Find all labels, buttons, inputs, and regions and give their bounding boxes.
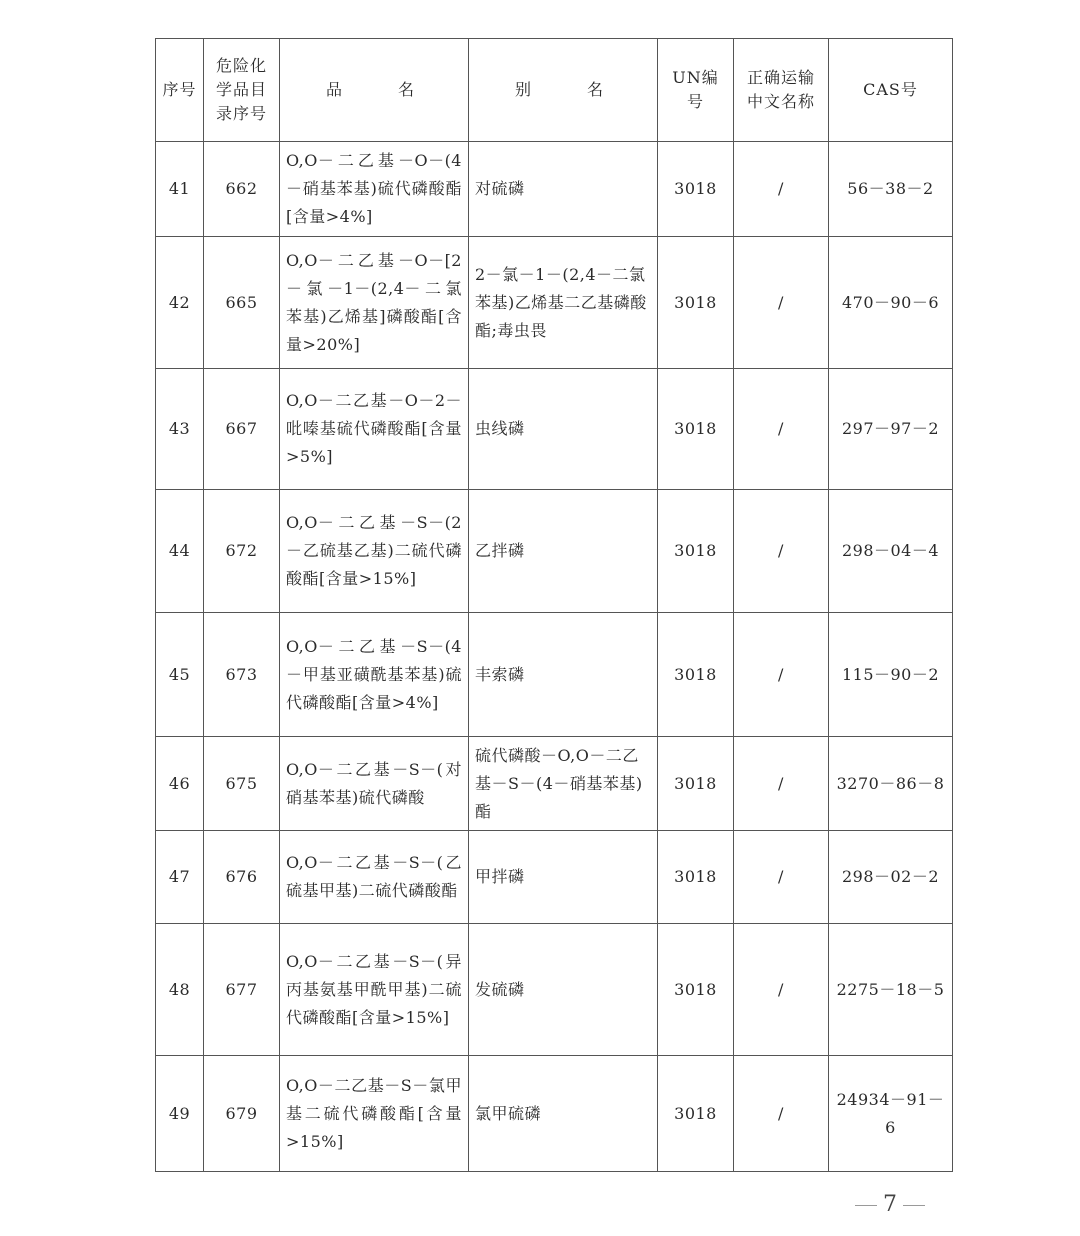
cell-alias: 虫线磷 (469, 369, 658, 490)
cell-alias: 2－氯－1－(2,4－二氯苯基)乙烯基二乙基磷酸酯;毒虫畏 (469, 237, 658, 369)
cell-catalog-no: 675 (204, 737, 280, 831)
cell-un: 3018 (658, 142, 734, 237)
cell-name: O,O－二乙基－O－(4－硝基苯基)硫代磷酸酯[含量>4%] (280, 142, 469, 237)
cell-un: 3018 (658, 737, 734, 831)
cell-name: O,O－二乙基－S－(乙硫基甲基)二硫代磷酸酯 (280, 831, 469, 924)
cell-catalog-no: 662 (204, 142, 280, 237)
table-row (156, 924, 953, 1056)
cell-shipping-name: / (734, 1056, 829, 1172)
cell-cas: 297－97－2 (829, 369, 953, 490)
cell-seq: 44 (156, 490, 204, 613)
header-catalog-no: 危险化学品目录序号 (204, 39, 280, 142)
cell-alias: 硫代磷酸－O,O－二乙基－S－(4－硝基苯基)酯 (469, 737, 658, 831)
cell-cas: 24934－91－6 (829, 1056, 953, 1172)
cell-un: 3018 (658, 1056, 734, 1172)
cell-name: O,O－二乙基－S－(对硝基苯基)硫代磷酸 (280, 737, 469, 831)
cell-seq: 49 (156, 1056, 204, 1172)
cell-catalog-no: 677 (204, 924, 280, 1056)
table-row (156, 490, 953, 613)
cell-catalog-no: 672 (204, 490, 280, 613)
header-un: UN编号 (658, 39, 734, 142)
dash-right (903, 1205, 925, 1206)
cell-shipping-name: / (734, 237, 829, 369)
cell-shipping-name: / (734, 490, 829, 613)
chemical-table (155, 38, 953, 1172)
cell-alias: 对硫磷 (469, 142, 658, 237)
cell-un: 3018 (658, 490, 734, 613)
page-number: 7 (883, 1192, 897, 1217)
table-row (156, 737, 953, 831)
cell-cas: 56－38－2 (829, 142, 953, 237)
header-cas: CAS号 (829, 39, 953, 142)
cell-name: O,O－二乙基－O－[2－氯－1－(2,4－二氯苯基)乙烯基]磷酸酯[含量>20%] (280, 237, 469, 369)
page-footer (840, 1192, 940, 1217)
table-row (156, 831, 953, 924)
cell-seq: 41 (156, 142, 204, 237)
cell-cas: 3270－86－8 (829, 737, 953, 831)
cell-catalog-no: 667 (204, 369, 280, 490)
cell-alias: 甲拌磷 (469, 831, 658, 924)
cell-catalog-no: 676 (204, 831, 280, 924)
cell-cas: 2275－18－5 (829, 924, 953, 1056)
cell-seq: 48 (156, 924, 204, 1056)
cell-un: 3018 (658, 613, 734, 737)
cell-cas: 298－04－4 (829, 490, 953, 613)
cell-shipping-name: / (734, 613, 829, 737)
cell-shipping-name: / (734, 831, 829, 924)
cell-alias: 丰索磷 (469, 613, 658, 737)
header-shipping-name: 正确运输中文名称 (734, 39, 829, 142)
cell-un: 3018 (658, 237, 734, 369)
header-seq: 序号 (156, 39, 204, 142)
table-row (156, 613, 953, 737)
table-row (156, 1056, 953, 1172)
cell-alias: 乙拌磷 (469, 490, 658, 613)
cell-un: 3018 (658, 831, 734, 924)
header-row (156, 39, 953, 142)
cell-alias: 氯甲硫磷 (469, 1056, 658, 1172)
cell-name: O,O－二乙基－S－氯甲基二硫代磷酸酯[含量>15%] (280, 1056, 469, 1172)
cell-catalog-no: 679 (204, 1056, 280, 1172)
dash-left (855, 1205, 877, 1206)
cell-catalog-no: 665 (204, 237, 280, 369)
cell-seq: 43 (156, 369, 204, 490)
table-row (156, 142, 953, 237)
cell-shipping-name: / (734, 737, 829, 831)
cell-seq: 47 (156, 831, 204, 924)
cell-seq: 42 (156, 237, 204, 369)
cell-un: 3018 (658, 924, 734, 1056)
cell-seq: 45 (156, 613, 204, 737)
table-row (156, 237, 953, 369)
cell-name: O,O－二乙基－S－(4－甲基亚磺酰基苯基)硫代磷酸酯[含量>4%] (280, 613, 469, 737)
cell-un: 3018 (658, 369, 734, 490)
cell-shipping-name: / (734, 924, 829, 1056)
cell-cas: 298－02－2 (829, 831, 953, 924)
cell-cas: 115－90－2 (829, 613, 953, 737)
table-row (156, 369, 953, 490)
header-name: 品 名 (280, 39, 469, 142)
cell-catalog-no: 673 (204, 613, 280, 737)
cell-name: O,O－二乙基－O－2－吡嗪基硫代磷酸酯[含量>5%] (280, 369, 469, 490)
cell-seq: 46 (156, 737, 204, 831)
cell-name: O,O－二乙基－S－(异丙基氨基甲酰甲基)二硫代磷酸酯[含量>15%] (280, 924, 469, 1056)
cell-cas: 470－90－6 (829, 237, 953, 369)
cell-name: O,O－二乙基－S－(2－乙硫基乙基)二硫代磷酸酯[含量>15%] (280, 490, 469, 613)
cell-shipping-name: / (734, 142, 829, 237)
header-alias: 别 名 (469, 39, 658, 142)
cell-alias: 发硫磷 (469, 924, 658, 1056)
cell-shipping-name: / (734, 369, 829, 490)
